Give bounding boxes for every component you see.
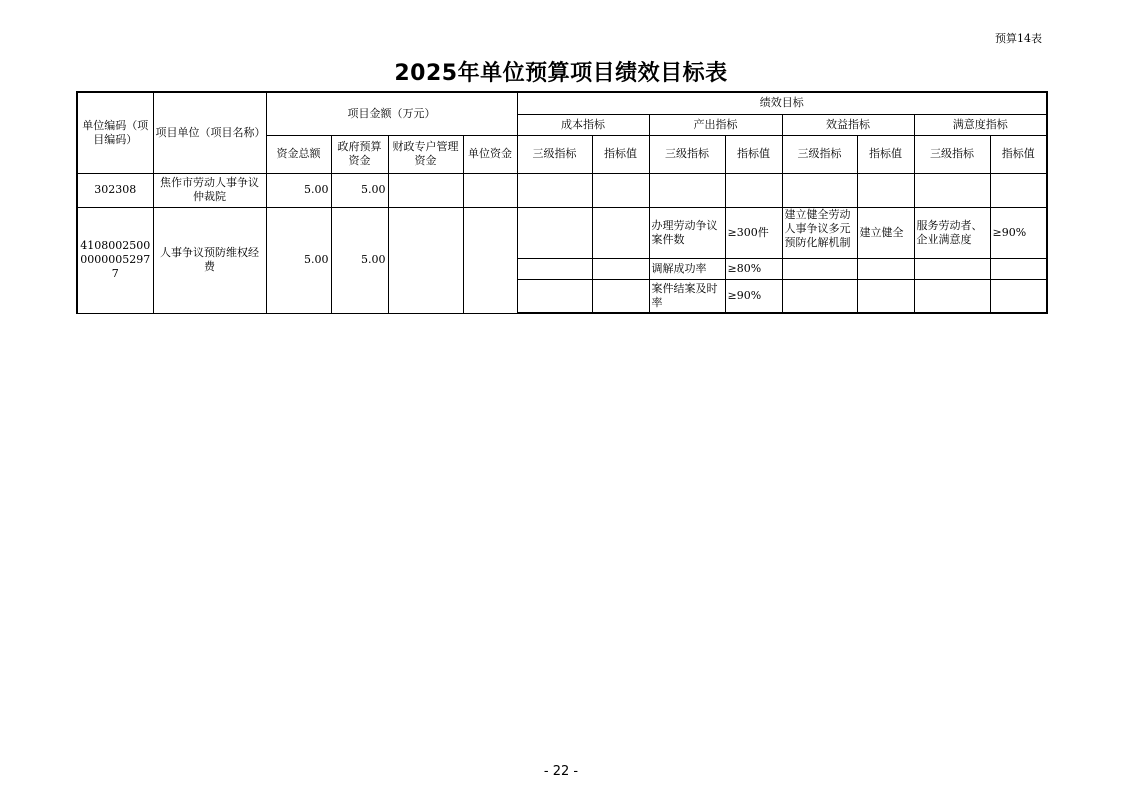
empty-cell xyxy=(592,173,649,207)
empty-cell xyxy=(782,173,857,207)
header-output-value: 指标值 xyxy=(725,135,782,173)
project-gov-budget-cell: 5.00 xyxy=(331,207,388,313)
output-indicator-cell: 调解成功率 xyxy=(649,258,725,279)
header-unit-code: 单位编码（项目编码） xyxy=(77,92,153,173)
table-row xyxy=(77,207,1047,258)
page-number: - 22 - xyxy=(543,764,579,779)
table-row xyxy=(77,173,1047,207)
empty-cell xyxy=(857,279,914,313)
page-title: 2025年单位预算项目绩效目标表 xyxy=(394,61,728,86)
performance-target-table xyxy=(76,91,1048,314)
header-benefit-indicator: 效益指标 xyxy=(782,114,914,135)
empty-cell xyxy=(914,279,990,313)
empty-cell xyxy=(990,173,1047,207)
project-code-cell: 410800250000000052977 xyxy=(77,207,153,313)
header-project-unit: 项目单位（项目名称） xyxy=(153,92,266,173)
header-performance-target: 绩效目标 xyxy=(517,92,1047,114)
empty-cell xyxy=(517,279,592,313)
empty-cell xyxy=(990,258,1047,279)
empty-cell xyxy=(463,173,517,207)
satisfaction-indicator-cell: 服务劳动者、企业满意度 xyxy=(914,207,990,258)
empty-cell xyxy=(388,173,463,207)
empty-cell xyxy=(592,279,649,313)
benefit-value-cell: 建立健全 xyxy=(857,207,914,258)
output-value-cell: ≥300件 xyxy=(725,207,782,258)
unit-name-cell: 焦作市劳动人事争议仲裁院 xyxy=(153,173,266,207)
header-satisfaction-level3: 三级指标 xyxy=(914,135,990,173)
output-value-cell: ≥80% xyxy=(725,258,782,279)
unit-gov-budget-cell: 5.00 xyxy=(331,173,388,207)
header-total-funds: 资金总额 xyxy=(266,135,331,173)
header-fiscal-special-funds: 财政专户管理资金 xyxy=(388,135,463,173)
form-number: 预算14表 xyxy=(995,32,1042,45)
empty-cell xyxy=(914,173,990,207)
header-unit-funds: 单位资金 xyxy=(463,135,517,173)
empty-cell xyxy=(649,173,725,207)
empty-cell xyxy=(517,173,592,207)
header-benefit-level3: 三级指标 xyxy=(782,135,857,173)
empty-cell xyxy=(725,173,782,207)
header-cost-level3: 三级指标 xyxy=(517,135,592,173)
empty-cell xyxy=(388,207,463,313)
empty-cell xyxy=(782,258,857,279)
benefit-indicator-text: 建立健全劳动人事争议多元预防化解机制 xyxy=(784,208,851,249)
empty-cell xyxy=(857,258,914,279)
output-value-cell: ≥90% xyxy=(725,279,782,313)
project-name-cell: 人事争议预防维权经费 xyxy=(153,207,266,313)
unit-code-cell: 302308 xyxy=(77,173,153,207)
output-indicator-cell: 案件结案及时率 xyxy=(649,279,725,313)
header-satisfaction-value: 指标值 xyxy=(990,135,1047,173)
empty-cell xyxy=(517,258,592,279)
empty-cell xyxy=(592,207,649,258)
benefit-indicator-cell xyxy=(782,207,857,258)
empty-cell xyxy=(857,173,914,207)
empty-cell xyxy=(990,279,1047,313)
empty-cell xyxy=(914,258,990,279)
header-output-indicator: 产出指标 xyxy=(649,114,782,135)
empty-cell xyxy=(517,207,592,258)
empty-cell xyxy=(463,207,517,313)
output-indicator-cell: 办理劳动争议案件数 xyxy=(649,207,725,258)
header-benefit-value: 指标值 xyxy=(857,135,914,173)
header-satisfaction-indicator: 满意度指标 xyxy=(914,114,1047,135)
header-gov-budget-funds: 政府预算资金 xyxy=(331,135,388,173)
unit-total-cell: 5.00 xyxy=(266,173,331,207)
header-cost-value: 指标值 xyxy=(592,135,649,173)
satisfaction-value-cell: ≥90% xyxy=(990,207,1047,258)
header-output-level3: 三级指标 xyxy=(649,135,725,173)
empty-cell xyxy=(592,258,649,279)
project-total-cell: 5.00 xyxy=(266,207,331,313)
header-cost-indicator: 成本指标 xyxy=(517,114,649,135)
header-amount-group: 项目金额（万元） xyxy=(266,92,517,135)
empty-cell xyxy=(782,279,857,313)
